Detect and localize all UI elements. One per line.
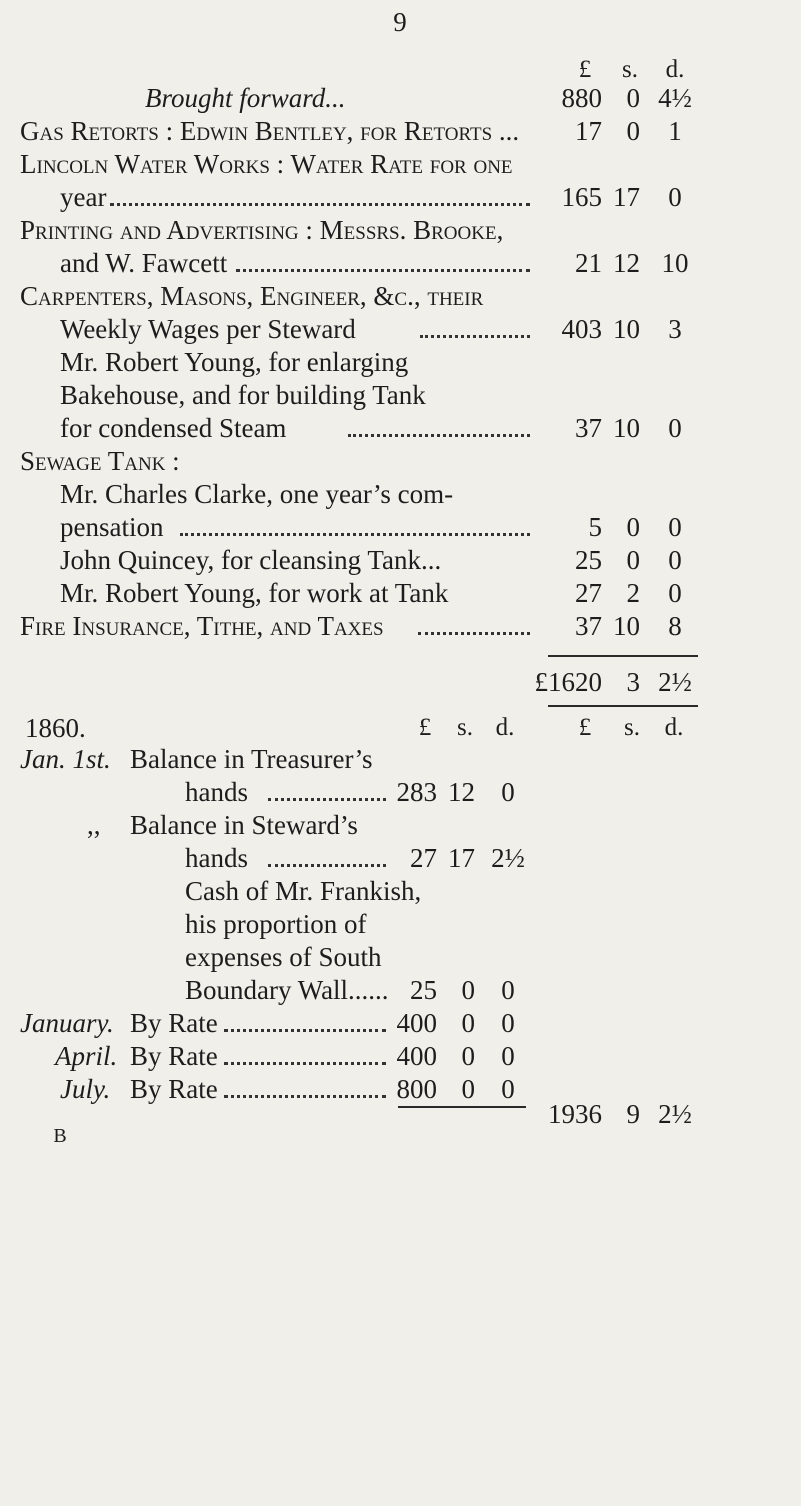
amount-shillings: 0	[626, 512, 640, 542]
amount-shillings: 17	[613, 182, 640, 212]
amount-pence: 0	[668, 545, 682, 575]
total-pence: 2½	[658, 667, 692, 697]
amount-pence: 0	[501, 1074, 515, 1104]
ledger-label: Mr. Robert Young, for enlarging	[60, 347, 409, 377]
amount-pence: 2½	[491, 843, 525, 873]
amount-pounds: 400	[396, 1041, 437, 1071]
amount-shillings: 0	[461, 1041, 475, 1071]
amount-pounds: 17	[575, 116, 602, 146]
ledger-label: Gas Retorts : Edwin Bentley, for Retorts ...	[20, 116, 520, 146]
pounds-header: £	[578, 714, 592, 741]
amount-shillings: 0	[626, 83, 640, 113]
subtotal-rule	[398, 1106, 526, 1108]
pence-header: d.	[664, 714, 684, 741]
total-rule	[548, 655, 698, 657]
ditto-mark: ,,	[87, 810, 101, 840]
amount-shillings: 0	[626, 545, 640, 575]
amount-shillings: 0	[461, 1008, 475, 1038]
shillings-header: s.	[624, 714, 640, 741]
shillings-header: s.	[457, 714, 473, 741]
ledger-label: expenses of South	[185, 942, 382, 972]
pence-header: d.	[665, 56, 685, 83]
entry-date: Jan. 1st.	[20, 744, 111, 774]
ledger-label: By Rate	[130, 1074, 218, 1104]
amount-pounds: 880	[561, 83, 602, 113]
amount-shillings: 10	[613, 611, 640, 641]
amount-pounds: 800	[396, 1074, 437, 1104]
amount-pounds: 5	[588, 512, 602, 542]
signature-mark: B	[53, 1125, 67, 1147]
amount-pounds: 27	[410, 843, 437, 873]
amount-pounds: 283	[396, 777, 437, 807]
page-number: 9	[393, 7, 407, 37]
amount-shillings: 0	[626, 116, 640, 146]
amount-pounds: 400	[396, 1008, 437, 1038]
dot-leader	[224, 1029, 386, 1032]
year-heading: 1860.	[25, 713, 86, 743]
total-shillings: 9	[626, 1099, 640, 1129]
amount-pounds: 165	[561, 182, 602, 212]
ledger-label: hands	[185, 777, 248, 807]
ledger-label: Carpenters, Masons, Engineer, &c., their	[20, 281, 484, 311]
ledger-label: Brought forward...	[145, 83, 346, 113]
amount-shillings: 0	[461, 975, 475, 1005]
ledger-label: and W. Fawcett	[60, 248, 228, 278]
shillings-header: s.	[622, 56, 638, 83]
pounds-header: £	[578, 56, 592, 83]
amount-shillings: 12	[448, 777, 475, 807]
total-pounds: £1620	[534, 667, 602, 697]
dot-leader	[236, 269, 530, 272]
ledger-label: Mr. Robert Young, for work at Tank	[60, 578, 449, 608]
dot-leader	[268, 864, 386, 867]
total-shillings: 3	[626, 667, 640, 697]
amount-pounds: 37	[575, 611, 602, 641]
ledger-label: Boundary Wall......	[185, 975, 389, 1005]
amount-pence: 0	[501, 1041, 515, 1071]
ledger-label: Fire Insurance, Tithe, and Taxes	[20, 611, 384, 641]
ledger-label: for condensed Steam	[60, 413, 287, 443]
ledger-label: Cash of Mr. Frankish,	[185, 876, 422, 906]
ledger-label: John Quincey, for cleansing Tank...	[60, 545, 442, 575]
amount-pence: 0	[668, 182, 682, 212]
ledger-label: his proportion of	[185, 909, 367, 939]
entry-date: April.	[55, 1041, 118, 1071]
amount-pence: 0	[668, 512, 682, 542]
amount-pence: 3	[668, 314, 682, 344]
total-pence: 2½	[658, 1099, 692, 1129]
pence-header: d.	[495, 714, 515, 741]
amount-pounds: 27	[575, 578, 602, 608]
amount-pounds: 25	[410, 975, 437, 1005]
amount-shillings: 0	[461, 1074, 475, 1104]
amount-pence: 0	[501, 1008, 515, 1038]
dot-leader	[418, 632, 530, 635]
dot-leader	[224, 1095, 386, 1098]
amount-pence: 1	[668, 116, 682, 146]
amount-shillings: 17	[448, 843, 475, 873]
dot-leader	[420, 335, 530, 338]
amount-pounds: 37	[575, 413, 602, 443]
pounds-header: £	[418, 714, 432, 741]
total-pounds: 1936	[548, 1099, 602, 1129]
ledger-label: By Rate	[130, 1008, 218, 1038]
total-rule	[548, 705, 698, 707]
amount-pence: 0	[501, 975, 515, 1005]
amount-pence: 0	[668, 413, 682, 443]
amount-pence: 8	[668, 611, 682, 641]
ledger-label: hands	[185, 843, 248, 873]
ledger-label: Balance in Treasurer’s	[130, 744, 373, 774]
dot-leader	[348, 434, 530, 437]
dot-leader	[268, 798, 386, 801]
amount-shillings: 10	[613, 413, 640, 443]
amount-shillings: 10	[613, 314, 640, 344]
ledger-label: Bakehouse, and for building Tank	[60, 380, 426, 410]
amount-pence: 4½	[658, 83, 692, 113]
ledger-label: pensation	[60, 512, 164, 542]
ledger-label: Sewage Tank :	[20, 446, 180, 476]
entry-date: July.	[60, 1074, 111, 1104]
ledger-label: Printing and Advertising : Messrs. Brooke,	[20, 215, 504, 245]
ledger-label: Weekly Wages per Steward	[60, 314, 356, 344]
dot-leader	[224, 1062, 386, 1065]
amount-pence: 0	[668, 578, 682, 608]
amount-pence: 0	[501, 777, 515, 807]
amount-shillings: 2	[626, 578, 640, 608]
ledger-label: By Rate	[130, 1041, 218, 1071]
entry-date: January.	[20, 1008, 114, 1038]
dot-leader	[180, 533, 530, 536]
ledger-label: Balance in Steward’s	[130, 810, 358, 840]
ledger-label: Mr. Charles Clarke, one year’s com-	[60, 479, 454, 509]
ledger-label: Lincoln Water Works : Water Rate for one	[20, 149, 513, 179]
amount-pounds: 25	[575, 545, 602, 575]
amount-pounds: 403	[561, 314, 602, 344]
amount-shillings: 12	[613, 248, 640, 278]
dot-leader	[110, 203, 530, 206]
amount-pounds: 21	[575, 248, 602, 278]
amount-pence: 10	[661, 248, 689, 278]
ledger-label: year	[60, 182, 107, 212]
